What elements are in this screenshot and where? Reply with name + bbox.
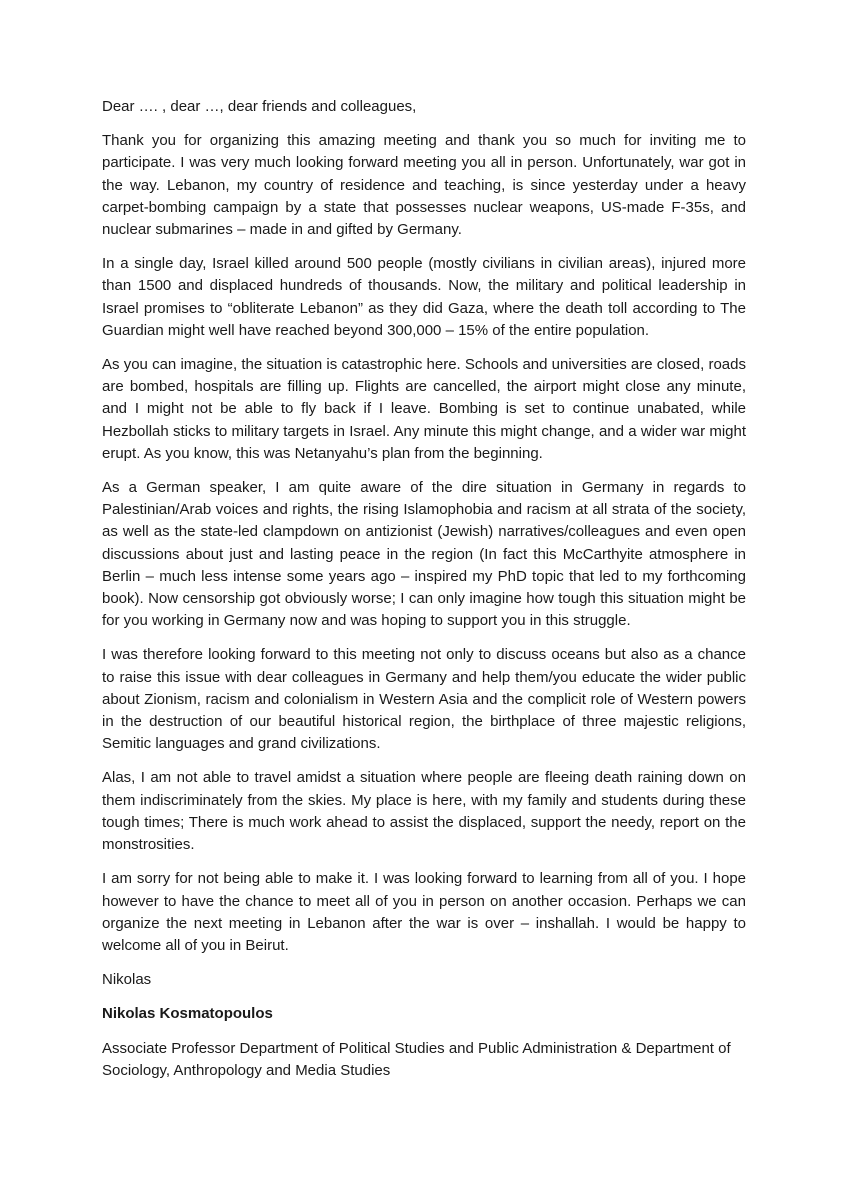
letter-body (102, 96, 746, 1082)
paragraph-germany: As a German speaker, I am quite aware of the dire situation in Germany in regards to Palestinian/Arab voices and rights, the rising Islamophobia and racism at all strata of the society, as well as the state-led clampdown on antizionist (Jewish) narratives/colleagues and even open discussions about just and lasting peace in the region (In fact this McCarthyite atmosphere in Berlin – much less intense some years ago – inspired my PhD topic that led to my forthcoming book). Now censorship got obviously worse; I can only imagine how tough this situation might be for you working in Germany now and was hoping to support you in this struggle. (102, 479, 746, 630)
paragraph-unable-to-travel: Alas, I am not able to travel amidst a situation where people are fleeing death raining down on them indiscriminately from the skies. My place is here, with my family and students during these tough times; There is much work ahead to assist the displaced, support the needy, report on the monstrosities. (102, 769, 746, 854)
salutation: Dear …. , dear …, dear friends and colleagues, (102, 98, 417, 115)
paragraph-apology: I am sorry for not being able to make it. I was looking forward to learning from all of you. I hope however to have the chance to meet all of you in person on another occasion. Perhaps we can organize the next meeting in Lebanon after the war is over – inshallah. I would be happy to welcome all of you in Beirut. (102, 870, 746, 954)
signature-full-name: Nikolas Kosmatopoulos (102, 1005, 273, 1023)
signoff-name: Nikolas (102, 971, 152, 989)
paragraph-situation: As you can imagine, the situation is catastrophic here. Schools and universities are closed, roads are bombed, hospitals are filling up. Flights are cancelled, the airport might close any minute, and I might not be able to fly back if I leave. Bombing is set to continue unabated, while Hezbollah sticks to military targets in Israel. Any minute this might change, and a wider war might erupt. As you know, this was Netanyahu’s plan from the beginning. (102, 356, 746, 462)
paragraph-meeting-purpose: I was therefore looking forward to this meeting not only to discuss oceans but also as a chance to raise this issue with dear colleagues in Germany and help them/you educate the wider public about Zionism, racism and colonialism in Western Asia and the complicit role of Western powers in the destruction of our beautiful historical region, the birthplace of three majestic religions, Semitic languages and grand civilizations. (102, 646, 746, 753)
paragraph-casualties: In a single day, Israel killed around 500 people (mostly civilians in civilian areas), injured more than 1500 and displaced hundreds of thousands. Now, the military and political leadership in Israel promises to “obliterate Lebanon” as they did Gaza, where the death toll according to The Guardian might well have reached beyond 300,000 – 15% of the entire population. (102, 255, 746, 339)
signature-position: Associate Professor Department of Political Studies and Public Administration & Department of Sociology, Anthropology and Media Studies (102, 1039, 731, 1079)
paragraph-thanks: Thank you for organizing this amazing meeting and thank you so much for inviting me to participate. I was very much looking forward meeting you all in person. Unfortunately, war got in the way. Lebanon, my country of residence and teaching, is since yesterday under a heavy carpet-bombing campaign by a state that possesses nuclear weapons, US-made F-35s, and nuclear submarines – made in and gifted by Germany. (102, 132, 746, 239)
